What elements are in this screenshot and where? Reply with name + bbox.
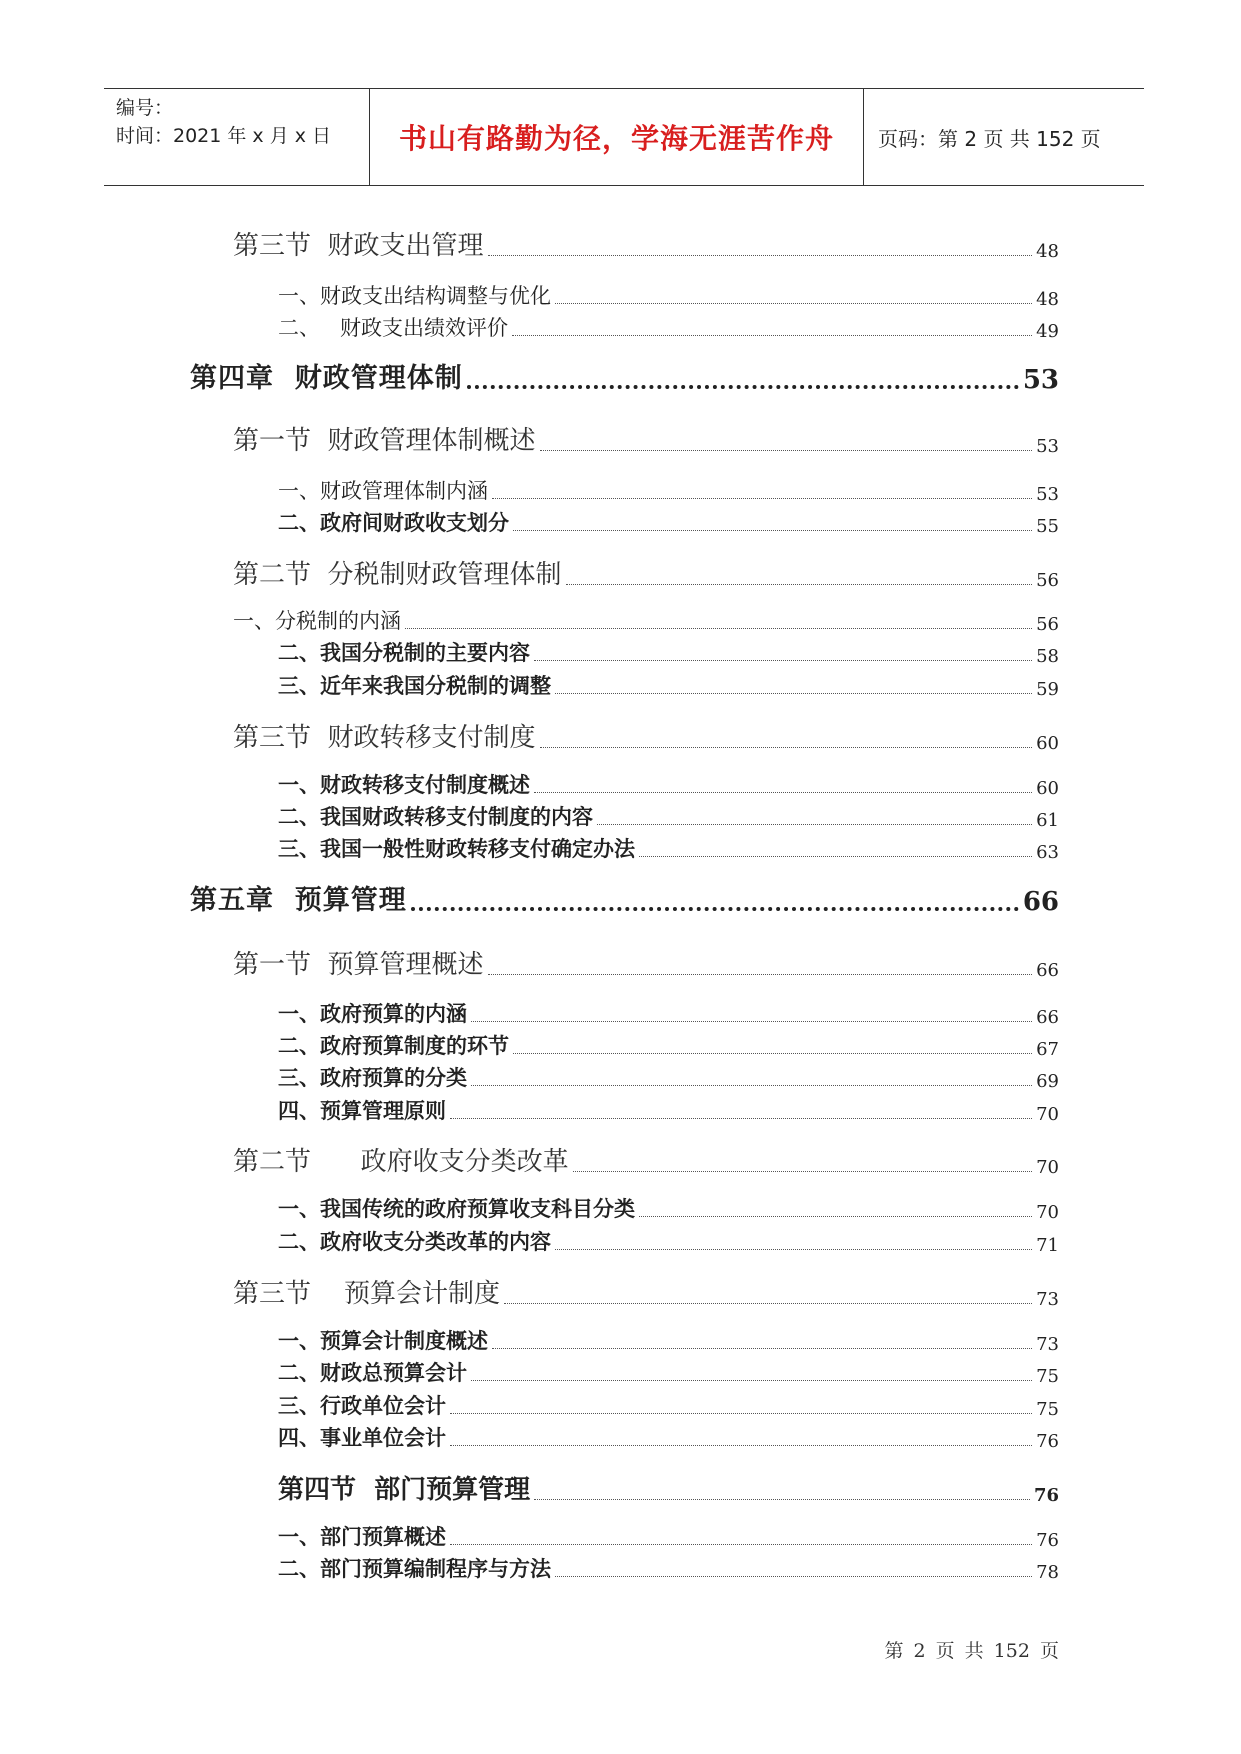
toc-entry[interactable]: 一、财政转移支付制度概述 60 — [278, 772, 1059, 799]
toc-entry[interactable]: 一、我国传统的政府预算收支科目分类 70 — [278, 1196, 1059, 1223]
toc-entry[interactable]: 第二节 分税制财政管理体制 56 — [233, 560, 1059, 591]
toc-entry[interactable]: 第三节 财政转移支付制度 60 — [233, 723, 1059, 754]
toc-entry[interactable]: 二、我国财政转移支付制度的内容 61 — [278, 804, 1059, 831]
toc-entry[interactable]: 一、分税制的内涵 56 — [233, 609, 1059, 635]
toc-entry[interactable]: 三、政府预算的分类 69 — [278, 1065, 1059, 1092]
toc-entry[interactable]: 第一节 财政管理体制概述 53 — [233, 426, 1059, 457]
toc-chapter[interactable]: 第五章 预算管理 66 — [190, 885, 1059, 917]
toc-entry[interactable]: 一、预算会计制度概述 73 — [278, 1328, 1059, 1355]
toc-entry[interactable]: 一、部门预算概述 76 — [278, 1524, 1059, 1551]
toc-entry[interactable]: 二、 财政支出绩效评价 49 — [278, 316, 1059, 342]
toc-entry[interactable]: 一、财政支出结构调整与优化 48 — [278, 284, 1059, 310]
toc-entry[interactable]: 第一节 预算管理概述 66 — [233, 950, 1059, 981]
toc-entry[interactable]: 二、部门预算编制程序与方法 78 — [278, 1556, 1059, 1583]
toc-entry[interactable]: 一、财政管理体制内涵 53 — [278, 479, 1059, 505]
toc-entry[interactable]: 四、预算管理原则 70 — [278, 1098, 1059, 1125]
toc-entry[interactable]: 二、政府间财政收支划分 55 — [278, 510, 1059, 537]
page-footer: 第 2 页 共 152 页 — [884, 1640, 1059, 1662]
toc-entry[interactable]: 一、政府预算的内涵 66 — [278, 1001, 1059, 1028]
toc-chapter[interactable]: 第四章 财政管理体制 53 — [190, 363, 1059, 395]
toc-entry[interactable]: 第三节 预算会计制度 73 — [233, 1279, 1059, 1310]
header-page-info: 页码：第 2 页 共 152 页 — [878, 126, 1101, 151]
toc-entry[interactable]: 四、事业单位会计 76 — [278, 1425, 1059, 1452]
toc-entry[interactable]: 三、行政单位会计 75 — [278, 1393, 1059, 1420]
time-label: 时间：2021 年 x 月 x 日 — [116, 125, 332, 147]
toc-entry[interactable]: 第四节 部门预算管理 76 — [278, 1475, 1059, 1506]
toc-entry[interactable]: 二、财政总预算会计 75 — [278, 1360, 1059, 1387]
number-label: 编号： — [116, 97, 174, 119]
motto: 书山有路勤为径，学海无涯苦作舟 — [398, 122, 834, 155]
toc-entry[interactable]: 二、我国分税制的主要内容 58 — [278, 640, 1059, 667]
toc-entry[interactable]: 第三节 财政支出管理 48 — [233, 231, 1059, 262]
toc-entry[interactable]: 二、政府收支分类改革的内容 71 — [278, 1229, 1059, 1256]
toc-entry[interactable]: 二、政府预算制度的环节 67 — [278, 1033, 1059, 1060]
toc-entry[interactable]: 第二节 政府收支分类改革 70 — [233, 1147, 1059, 1178]
toc-entry[interactable]: 三、我国一般性财政转移支付确定办法 63 — [278, 836, 1059, 863]
toc-entry[interactable]: 三、近年来我国分税制的调整 59 — [278, 673, 1059, 700]
